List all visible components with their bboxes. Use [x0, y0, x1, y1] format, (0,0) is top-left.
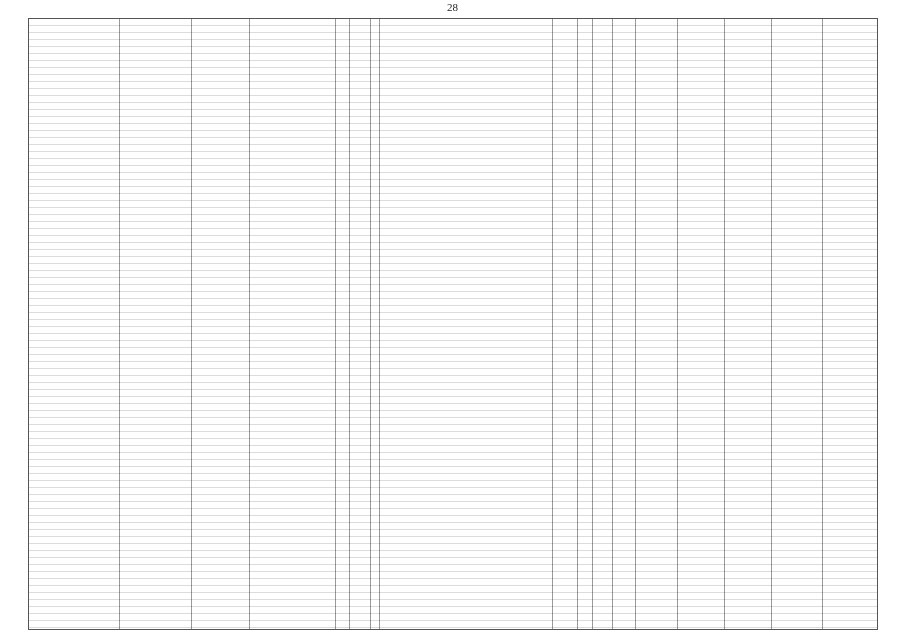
document-table [28, 18, 878, 630]
table-grid [28, 18, 878, 630]
page-number: 28 [447, 2, 458, 14]
